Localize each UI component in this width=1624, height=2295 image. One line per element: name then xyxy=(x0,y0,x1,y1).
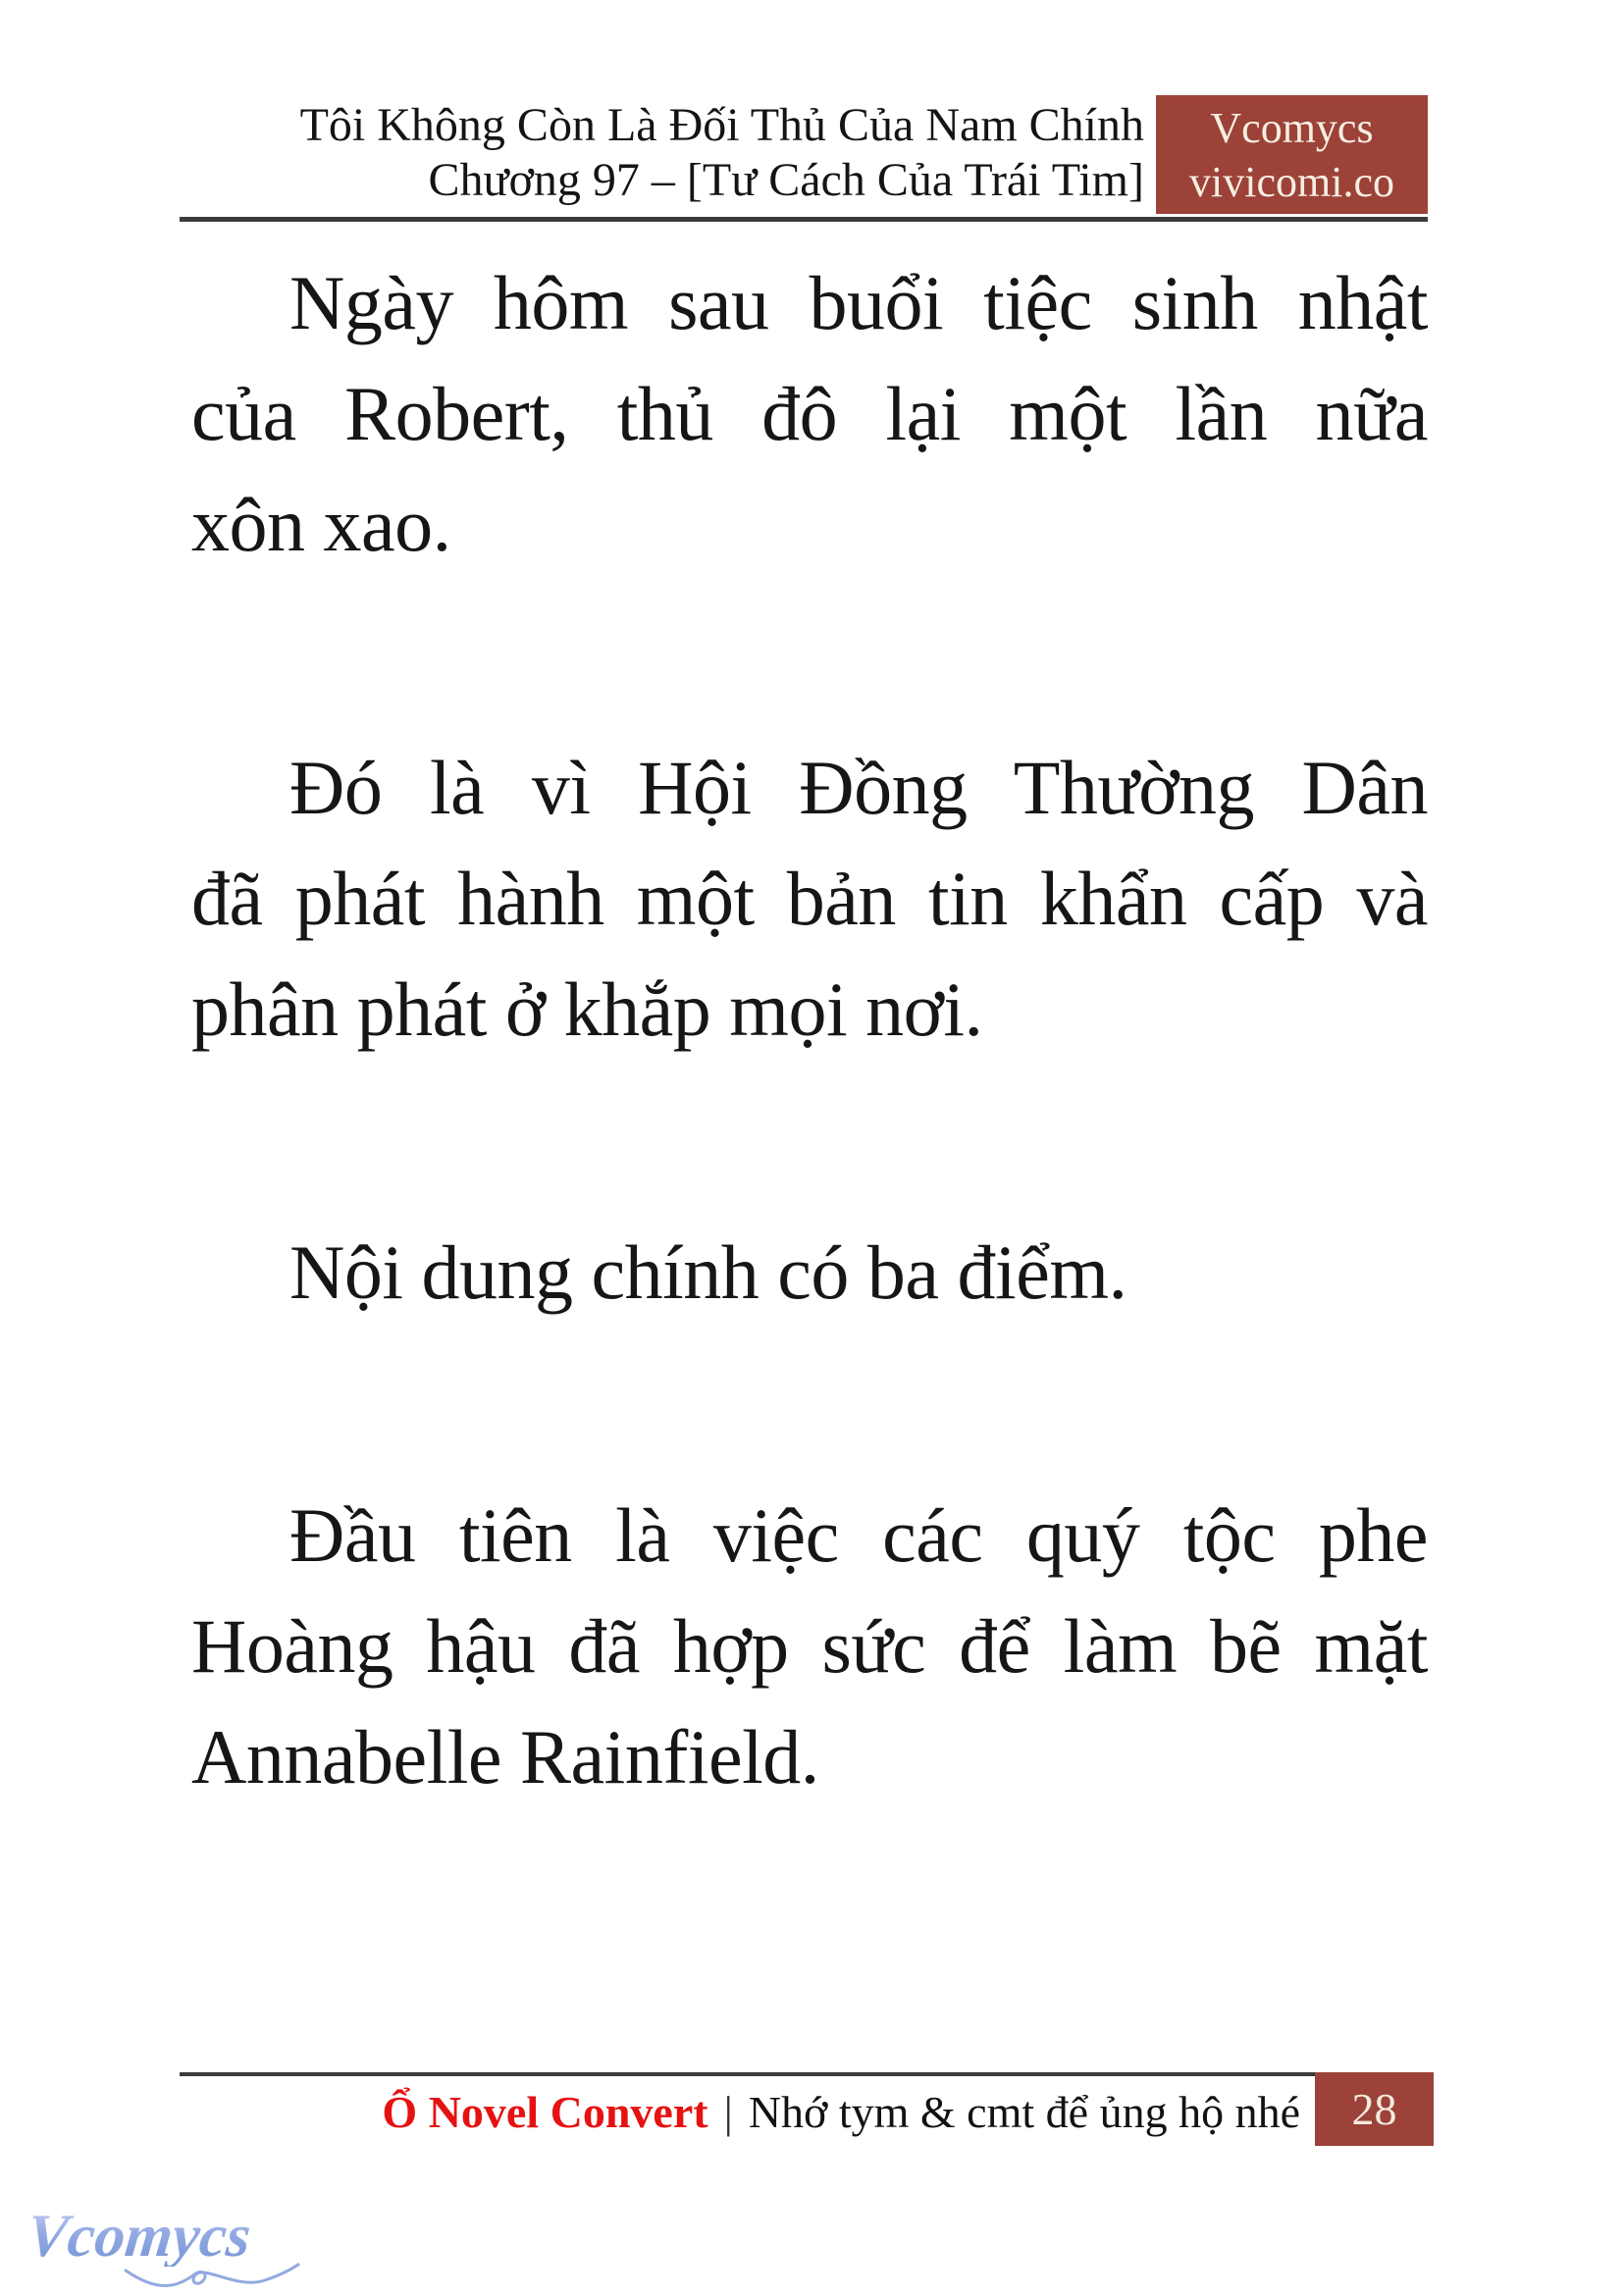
header-divider xyxy=(180,217,1428,222)
paragraph xyxy=(191,1480,1428,1812)
logo-flourish-icon xyxy=(118,2261,304,2294)
body-line: Đó là vì Hội Đồng Thường Dân xyxy=(289,745,1428,830)
vcomycs-logo: Vcomycs xyxy=(24,2203,254,2269)
brand-site: vivicomi.co xyxy=(1189,157,1394,206)
watermark xyxy=(24,2203,322,2294)
page-title: Tôi Không Còn Là Đối Thủ Của Nam Chính xyxy=(299,99,1144,151)
brand-badge xyxy=(1156,95,1428,214)
body-line: Nội dung chính có ba điểm. xyxy=(289,1229,1127,1315)
body-line: xôn xao. xyxy=(191,482,451,567)
body-line: phân phát ở khắp mọi nơi. xyxy=(191,966,983,1052)
paragraph xyxy=(191,732,1428,1065)
body-line: Annabelle Rainfield. xyxy=(191,1714,819,1799)
footer-credit: Ổ Novel Convert xyxy=(382,2086,708,2137)
body-line: Đầu tiên là việc các quý tộc phe xyxy=(289,1492,1428,1578)
footer-note: Nhớ tym & cmt để ủng hộ nhé xyxy=(748,2086,1300,2137)
paragraph xyxy=(191,1217,1428,1328)
body-line: đã phát hành một bản tin khẩn cấp và xyxy=(191,856,1428,941)
body-line: Hoàng hậu đã hợp sức để làm bẽ mặt xyxy=(191,1603,1428,1689)
page-number-badge xyxy=(1315,2072,1434,2146)
paragraph xyxy=(191,247,1428,580)
body-line: Ngày hôm sau buổi tiệc sinh nhật xyxy=(289,260,1428,345)
brand-name: Vcomycs xyxy=(1210,103,1374,152)
footer-separator: | xyxy=(723,2086,733,2137)
page-number: 28 xyxy=(1351,2084,1397,2134)
chapter-title: Chương 97 – [Tư Cách Của Trái Tim] xyxy=(428,154,1144,206)
body-text xyxy=(191,247,1428,1812)
body-line: của Robert, thủ đô lại một lần nữa xyxy=(191,371,1428,456)
header xyxy=(182,98,1144,208)
footer xyxy=(182,2076,1300,2147)
